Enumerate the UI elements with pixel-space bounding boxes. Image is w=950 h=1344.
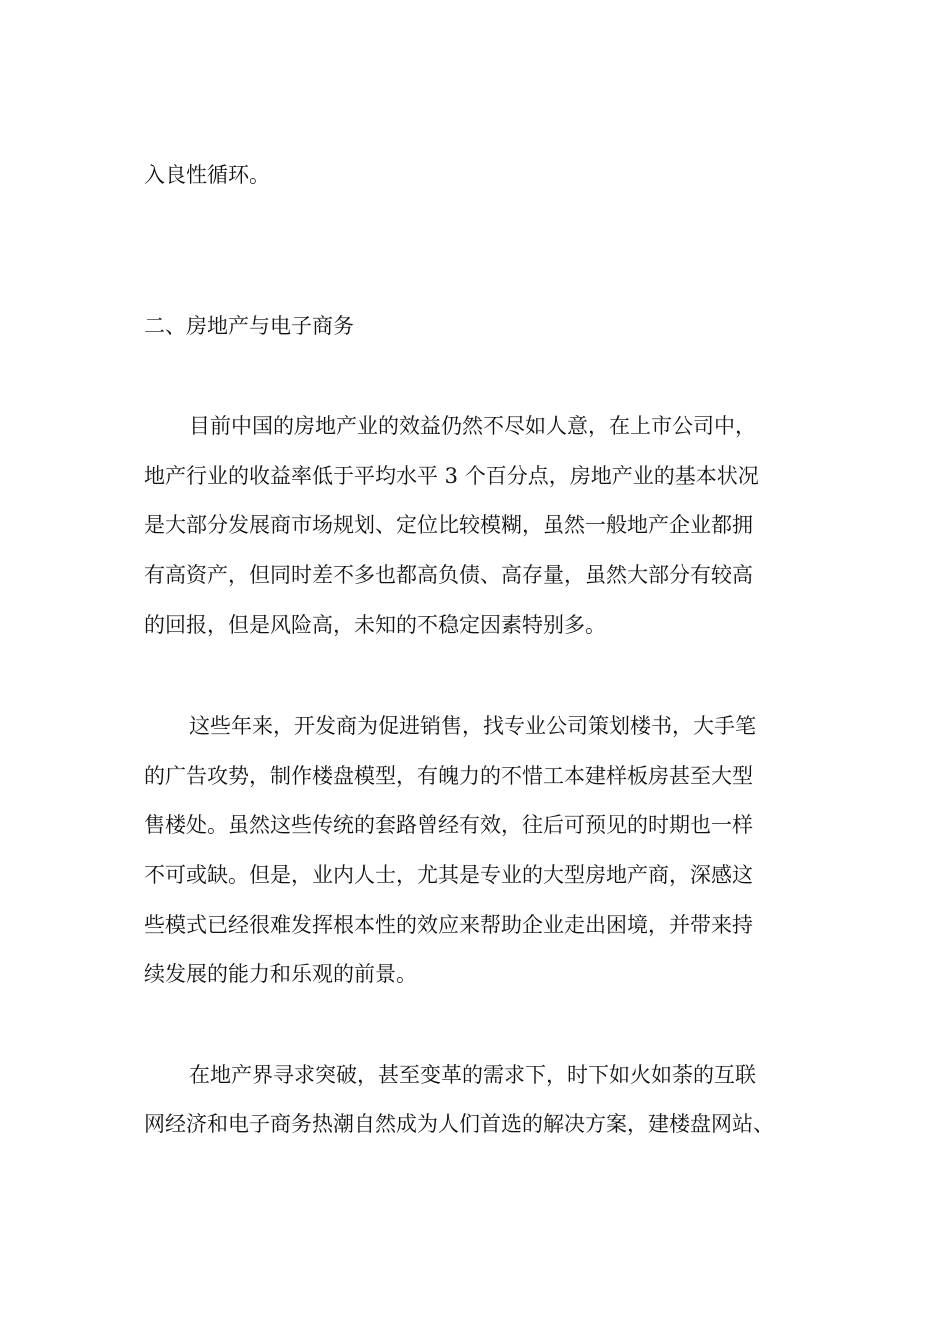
paragraph-1-line-1: 目前中国的房地产业的效益仍然不尽如人意，在上市公司中， <box>189 414 756 438</box>
continuation-text: 入良性循环。 <box>144 163 270 187</box>
paragraph-1-line-2: 地产行业的收益率低于平均水平 3 个百分点，房地产业的基本状况 <box>144 464 759 488</box>
paragraph-1-line-4: 有高资产，但同时差不多也都高负债、高存量，虽然大部分有较高 <box>144 563 753 587</box>
paragraph-2-line-6: 续发展的能力和乐观的前景。 <box>144 962 417 986</box>
section-heading: 二、房地产与电子商务 <box>144 314 354 338</box>
paragraph-2-line-2: 的广告攻势，制作楼盘模型，有魄力的不惜工本建样板房甚至大型 <box>144 764 753 788</box>
paragraph-1-line-3: 是大部分发展商市场规划、定位比较模糊，虽然一般地产企业都拥 <box>144 513 753 537</box>
paragraph-2-line-5: 些模式已经很难发挥根本性的效应来帮助企业走出困境，并带来持 <box>144 913 753 937</box>
paragraph-2-line-3: 售楼处。虽然这些传统的套路曾经有效，往后可预见的时期也一样 <box>144 813 753 837</box>
paragraph-3-line-2: 网经济和电子商务热潮自然成为人们首选的解决方案，建楼盘网站、 <box>144 1112 774 1136</box>
paragraph-1-line-5: 的回报，但是风险高，未知的不稳定因素特别多。 <box>144 613 606 637</box>
paragraph-2-line-4: 不可或缺。但是，业内人士，尤其是专业的大型房地产商，深感这 <box>144 863 753 887</box>
paragraph-3-line-1: 在地产界寻求突破，甚至变革的需求下，时下如火如荼的互联 <box>189 1063 756 1087</box>
paragraph-2-line-1: 这些年来，开发商为促进销售，找专业公司策划楼书，大手笔 <box>189 714 756 738</box>
